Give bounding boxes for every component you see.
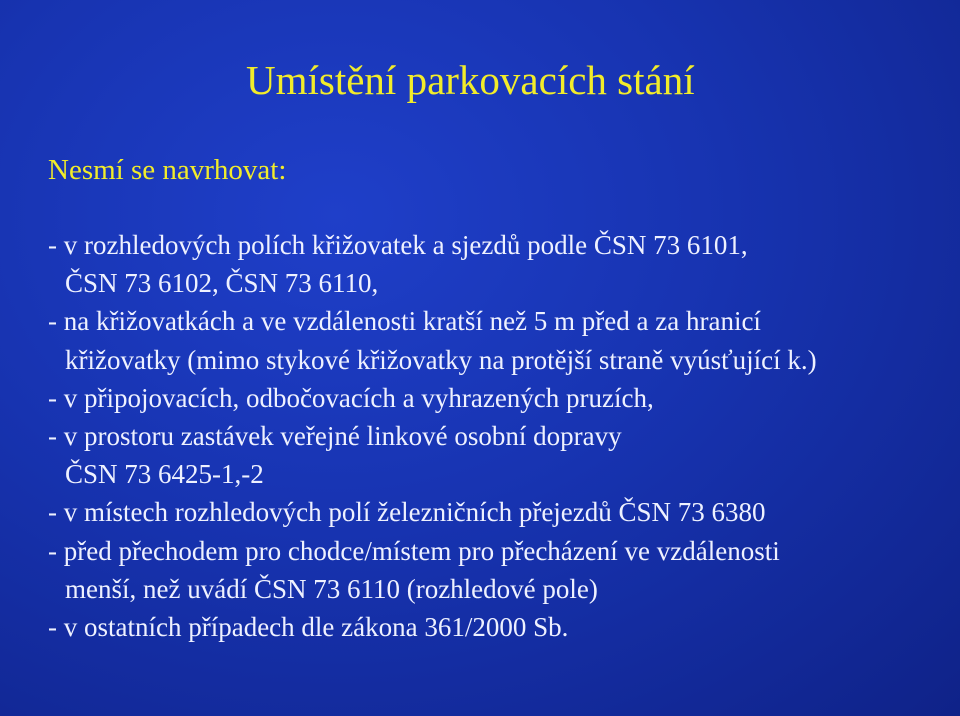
list-line: - v rozhledových polích křižovatek a sjezdů podle ČSN 73 6101, — [48, 230, 748, 260]
list-line: - na křižovatkách a ve vzdálenosti kratší než 5 m před a za hranicí — [48, 306, 761, 337]
bullet-list — [48, 226, 948, 646]
list-line: ČSN 73 6102, ČSN 73 6110, — [65, 268, 379, 299]
list-line: - před přechodem pro chodce/místem pro přecházení ve vzdálenosti — [48, 535, 780, 566]
list-line: - v místech rozhledových polí železničních přejezdů ČSN 73 6380 — [48, 497, 766, 528]
list-line: - v ostatních případech dle zákona 361/2000 Sb. — [48, 611, 569, 642]
list-line: ČSN 73 6425-1,-2 — [65, 459, 264, 490]
list-line: menší, než uvádí ČSN 73 6110 (rozhledové pole) — [65, 573, 598, 604]
list-line: - v připojovacích, odbočovacích a vyhrazených pruzích, — [48, 382, 654, 413]
list-line: křižovatky (mimo stykové křižovatky na protější straně vyúsťující k.) — [65, 344, 817, 375]
slide-subtitle: Nesmí se navrhovat: — [48, 154, 287, 186]
list-line: - v prostoru zastávek veřejné linkové osobní dopravy — [48, 420, 622, 451]
slide-title: Umístění parkovacích stání — [246, 57, 695, 103]
